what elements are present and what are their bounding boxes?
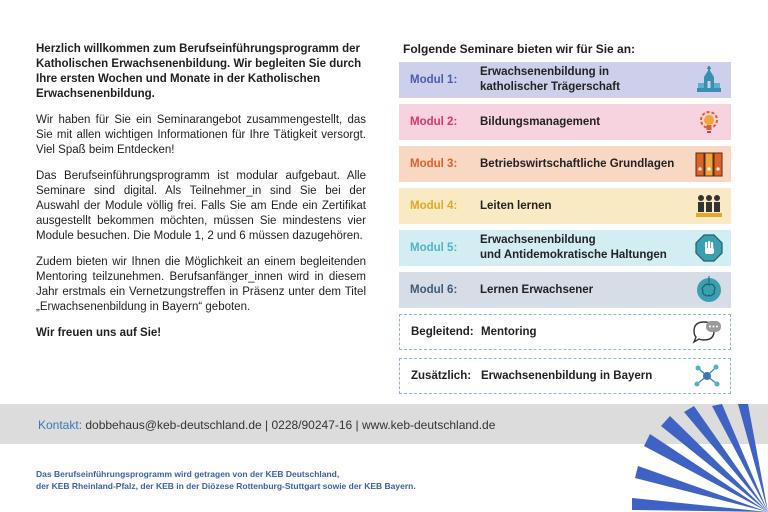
- module-2: [399, 104, 731, 140]
- group-icon: [695, 192, 723, 220]
- closing-text: Wir freuen uns auf Sie!: [36, 327, 162, 339]
- seminars-heading: Folgende Seminare bieten wir für Sie an:: [403, 42, 636, 56]
- module-label: Modul 1:: [410, 74, 458, 86]
- church-icon: [695, 66, 723, 94]
- module-title: [480, 65, 620, 95]
- module-title: Lernen Erwachsener: [480, 283, 594, 296]
- module-label: Modul 3:: [410, 158, 458, 170]
- module-title: Betriebswirtschaftliche Grundlagen: [480, 157, 675, 170]
- extra-mentoring: [399, 314, 731, 350]
- footer-line2: der KEB Rheinland-Pfalz, der KEB in der Diözese Rottenburg-Stuttgart sowie der KEB Bayern.: [36, 481, 416, 491]
- brain-icon: [695, 276, 723, 304]
- network-icon: [692, 362, 722, 390]
- module-title-line1: Erwachsenenbildung: [480, 234, 596, 246]
- module-title: Leiten lernen: [480, 199, 552, 212]
- sunburst-decoration: [630, 404, 768, 512]
- contact-line: [38, 418, 495, 432]
- lightbulb-gear-icon: [695, 108, 723, 136]
- paragraph-modular: Das Berufseinführungsprogramm ist modular aufgebaut. Alle Seminare sind digital. Als Teilnehmer_in sind Sie bei der Auswahl der Module völlig frei. Falls Sie am Ende ein Zertifikat ausgestellt bekommen möchten, müssen Sie mindestens vier Module besuchen. Die Module 1, 2 und 6 müssen dazugehören.: [36, 170, 366, 242]
- extra-title: Mentoring: [481, 326, 537, 338]
- module-label: Modul 6:: [410, 284, 458, 296]
- paragraph-mentoring: Zudem bieten wir Ihnen die Möglichkeit an einem begleitenden Mentoring teilzunehmen. Berufsanfänger_innen wird in diesem Jahr erstmals ein Vernetzungstreffen in Präsenz unter dem Titel „Erwachsenenbildung in Bayern“ geboten.: [36, 256, 366, 313]
- contact-key: Kontakt:: [38, 418, 83, 432]
- extra-bayern: [399, 358, 731, 394]
- module-6: [399, 272, 731, 308]
- footer-line1: Das Berufseinführungsprogramm wird getragen von der KEB Deutschland,: [36, 469, 340, 479]
- stop-hand-icon: [695, 234, 723, 262]
- extra-title: Erwachsenenbildung in Bayern: [481, 370, 653, 382]
- module-list: [399, 62, 731, 402]
- module-title-line2: katholischer Trägerschaft: [480, 81, 620, 93]
- module-title: Bildungsmanagement: [480, 115, 601, 128]
- module-5: [399, 230, 731, 266]
- binders-icon: [695, 150, 723, 178]
- extra-label: Zusätzlich:: [411, 370, 472, 382]
- module-label: Modul 5:: [410, 242, 458, 254]
- intro-text: Herzlich willkommen zum Berufseinführungsprogramm der Katholischen Erwachsenenbildung. Wir begleiten Sie durch Ihre ersten Wochen und Monate in der Katholischen Erwachsenenbildung.: [36, 43, 362, 100]
- chat-bubbles-icon: [692, 318, 722, 346]
- module-title: [480, 233, 667, 263]
- intro-column: [36, 42, 366, 341]
- paragraph-seminar-offer: Wir haben für Sie ein Seminarangebot zusammengestellt, das Sie mit allen wichtigen Informationen für Ihre Tätigkeit versorgt. Viel Spaß beim Entdecken!: [36, 114, 366, 156]
- extra-label: Begleitend:: [411, 326, 474, 338]
- module-label: Modul 2:: [410, 116, 458, 128]
- footer-note: [36, 468, 416, 492]
- module-title-line2: und Antidemokratische Haltungen: [480, 249, 667, 261]
- module-label: Modul 4:: [410, 200, 458, 212]
- module-title-line1: Erwachsenenbildung in: [480, 66, 610, 78]
- contact-value: dobbehaus@keb-deutschland.de | 0228/90247-16 | www.keb-deutschland.de: [82, 418, 496, 432]
- module-4: [399, 188, 731, 224]
- module-1: [399, 62, 731, 98]
- module-3: [399, 146, 731, 182]
